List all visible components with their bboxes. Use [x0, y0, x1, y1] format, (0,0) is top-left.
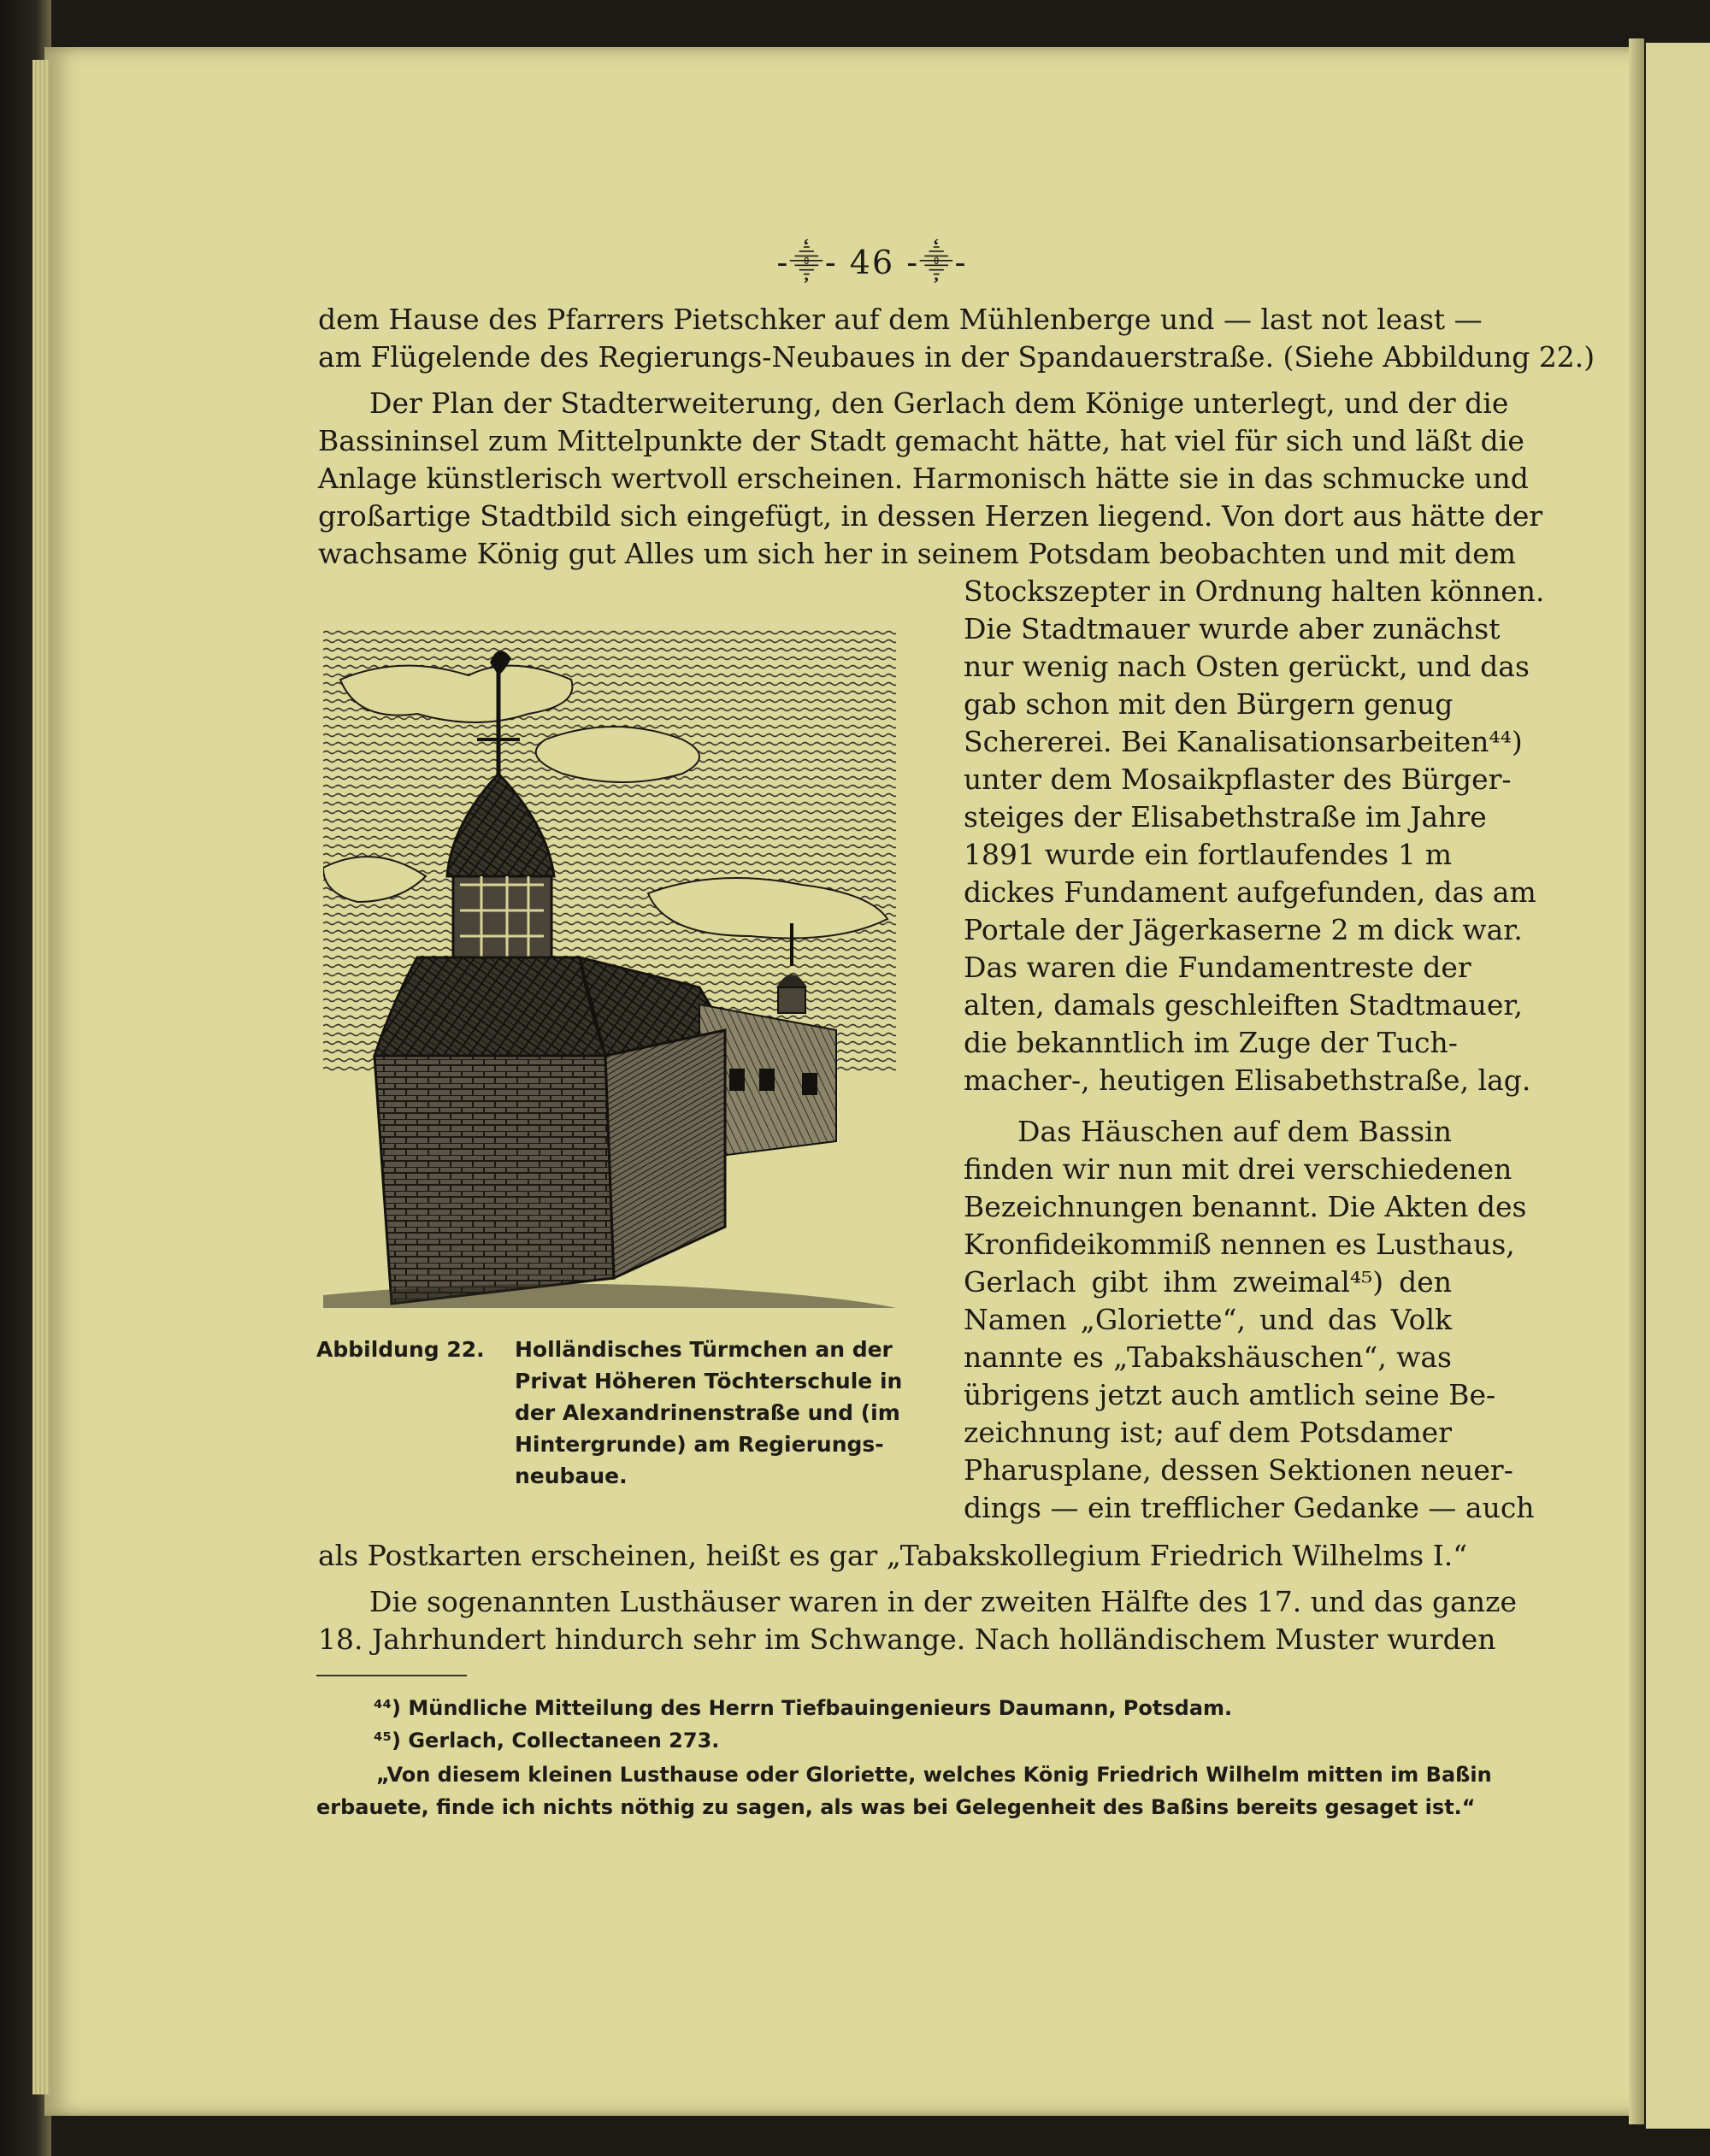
footnote-45: ⁴⁵) Gerlach, Collectaneen 273. [374, 1729, 720, 1752]
caption-label: Abbildung 22. [316, 1337, 485, 1362]
caption-line: Hintergrunde) am Regierungs- [515, 1432, 884, 1457]
body-line: Portale der Jägerkaserne 2 m dick war. [964, 913, 1523, 946]
body-line: Das waren die Fundamentreste der [964, 951, 1471, 984]
body-line: alten, damals geschleiften Stadtmauer, [964, 988, 1524, 1022]
caption-line: der Alexandrinenstraße und (im [515, 1400, 900, 1425]
page-number: -⸎- 46 -⸎- [776, 244, 968, 281]
body-line: Bassininsel zum Mittelpunkte der Stadt gemacht hätte, hat viel für sich und läßt die [318, 424, 1524, 457]
body-line: als Postkarten erscheinen, heißt es gar „Tabakskollegium Friedrich Wilhelms I.“ [318, 1539, 1468, 1572]
body-line: finden wir nun mit drei verschiedenen [964, 1152, 1512, 1186]
footnote-44: ⁴⁴) Mündliche Mitteilung des Herrn Tiefbauingenieurs Daumann, Potsdam. [374, 1696, 1233, 1720]
body-line: Die Stadtmauer wurde aber zunächst [964, 612, 1501, 645]
body-line: die bekanntlich im Zuge der Tuch- [964, 1026, 1458, 1059]
body-line: nannte es „Tabakshäuschen“, was [964, 1340, 1452, 1374]
body-line: macher-, heutigen Elisabethstraße, lag. [964, 1063, 1531, 1097]
body-line: Pharusplane, dessen Sektionen neuer- [964, 1453, 1513, 1487]
body-line: Das Häuschen auf dem Bassin [1017, 1115, 1452, 1148]
footnote-rule [316, 1675, 467, 1676]
body-line: nur wenig nach Osten gerückt, und das [964, 650, 1530, 683]
body-line: 18. Jahrhundert hindurch sehr im Schwange. Nach holländischem Muster wurden [318, 1623, 1496, 1656]
footnote-quote-line: „Von diesem kleinen Lusthause oder Gloriette, welches König Friedrich Wilhelm mitten im Baßin [376, 1763, 1492, 1787]
body-line: Schererei. Bei Kanalisationsarbeiten⁴⁴) [964, 725, 1523, 758]
body-line: großartige Stadtbild sich eingefügt, in dessen Herzen liegend. Von dort aus hätte der [318, 499, 1543, 533]
body-line: Namen „Gloriette“, und das Volk [964, 1303, 1452, 1336]
body-line: zeichnung ist; auf dem Potsdamer [964, 1416, 1452, 1449]
caption-text [515, 1334, 908, 1492]
body-line: Stockszepter in Ordnung halten können. [964, 574, 1545, 608]
body-line: Bezeichnungen benannt. Die Akten des [964, 1190, 1527, 1223]
footnote-quote-line: erbauete, finde ich nichts nöthig zu sagen, als was bei Gelegenheit des Baßins bereits gesaget ist.“ [316, 1795, 1476, 1819]
body-line: wachsame König gut Alles um sich her in seinem Potsdam beobachten und mit dem [318, 537, 1517, 570]
body-line: gab schon mit den Bürgern genug [964, 687, 1454, 721]
body-line: Der Plan der Stadterweiterung, den Gerlach dem Könige unterlegt, und der die [369, 386, 1509, 420]
page-edges [32, 60, 50, 2094]
body-line: 1891 wurde ein fortlaufendes 1 m [964, 838, 1452, 871]
body-line: dickes Fundament aufgefunden, das am [964, 875, 1536, 909]
illustration-dutch-tower [323, 628, 896, 1308]
body-line: steiges der Elisabethstraße im Jahre [964, 800, 1487, 834]
caption-line: neubaue. [515, 1464, 628, 1488]
body-line: Anlage künstlerisch wertvoll erscheinen. Harmonisch hätte sie in das schmucke und [318, 462, 1529, 495]
body-line: Gerlach gibt ihm zweimal⁴⁵) den [964, 1265, 1452, 1299]
body-line: dem Hause des Pfarrers Pietschker auf dem Mühlenberge und — last not least — [318, 303, 1483, 336]
body-line: dings — ein trefflicher Gedanke — auch [964, 1491, 1535, 1524]
body-line: unter dem Mosaikpflaster des Bürger- [964, 763, 1512, 796]
book-gutter [1629, 38, 1644, 2124]
body-line: am Flügelende des Regierungs-Neubaues in der Spandauerstraße. (Siehe Abbildung 22.) [318, 340, 1595, 374]
body-line: Die sogenannten Lusthäuser waren in der zweiten Hälfte des 17. und das ganze [369, 1585, 1518, 1618]
adjacent-page-edge [1646, 43, 1710, 2129]
body-line: übrigens jetzt auch amtlich seine Be- [964, 1378, 1496, 1411]
body-line: Kronfideikommiß nennen es Lusthaus, [964, 1228, 1515, 1261]
caption-line: Holländisches Türmchen an der [515, 1337, 893, 1362]
caption-line: Privat Höheren Töchterschule in [515, 1369, 903, 1393]
